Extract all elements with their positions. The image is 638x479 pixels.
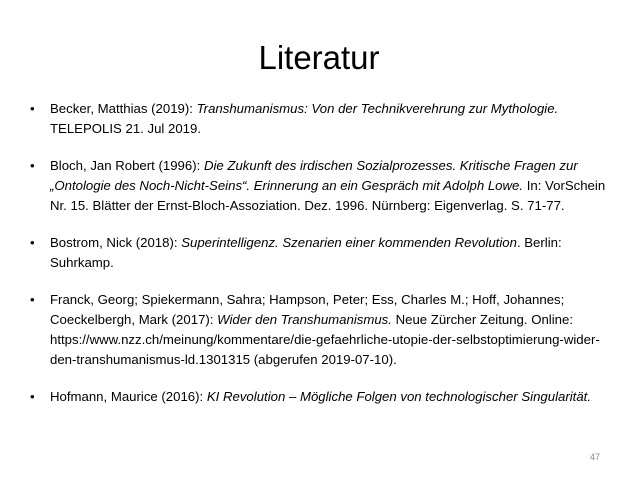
reference-title: Transhumanismus: Von der Technikverehrung zur Mythologie. <box>196 101 559 116</box>
page-number: 47 <box>590 452 601 462</box>
reference-title: Superintelligenz. Szenarien einer kommenden Revolution <box>181 235 517 250</box>
reference-item <box>30 387 622 407</box>
reference-author: Hofmann, Maurice (2016): <box>50 389 207 404</box>
reference-title: Die Zukunft des irdischen Sozialprozesses. Kritische Fragen zur „Ontologie des Noch-Nicht-Seins“. Erinnerung an ein Gespräch mit Adolph Lowe. <box>50 158 578 193</box>
reference-item <box>30 233 622 273</box>
reference-author: Becker, Matthias (2019): <box>50 101 197 116</box>
reference-item <box>30 156 622 216</box>
slide-title: Literatur <box>258 39 380 76</box>
reference-title: KI Revolution – Mögliche Folgen von technologischer Singularität. <box>206 389 591 404</box>
reference-item <box>30 99 622 139</box>
reference-author: Bloch, Jan Robert (1996): <box>50 158 204 173</box>
reference-item <box>30 290 622 370</box>
reference-author: Franck, Georg; Spiekermann, Sahra; Hampson, Peter; Ess, Charles M.; Hoff, Johannes; Coeckelbergh, Mark (2017): <box>50 292 565 327</box>
reference-author: Bostrom, Nick (2018): <box>50 235 182 250</box>
reference-details: Neue Zürcher Zeitung. Online: https://www.nzz.ch/meinung/kommentare/die-gefaehrliche-utopie-der-selbstoptimierung-wider-den-transhumanismus-ld.1301315 (abgerufen 2019-07-10). <box>50 312 600 367</box>
reference-details: . Berlin: Suhrkamp. <box>50 235 562 270</box>
reference-details: In: VorSchein Nr. 15. Blätter der Ernst-Bloch-Assoziation. Dez. 1996. Nürnberg: Eigenverlag. S. 71-77. <box>50 178 606 213</box>
reference-title: Wider den Transhumanismus. <box>217 312 392 327</box>
reference-list <box>30 99 622 424</box>
reference-details: TELEPOLIS 21. Jul 2019. <box>50 121 202 136</box>
